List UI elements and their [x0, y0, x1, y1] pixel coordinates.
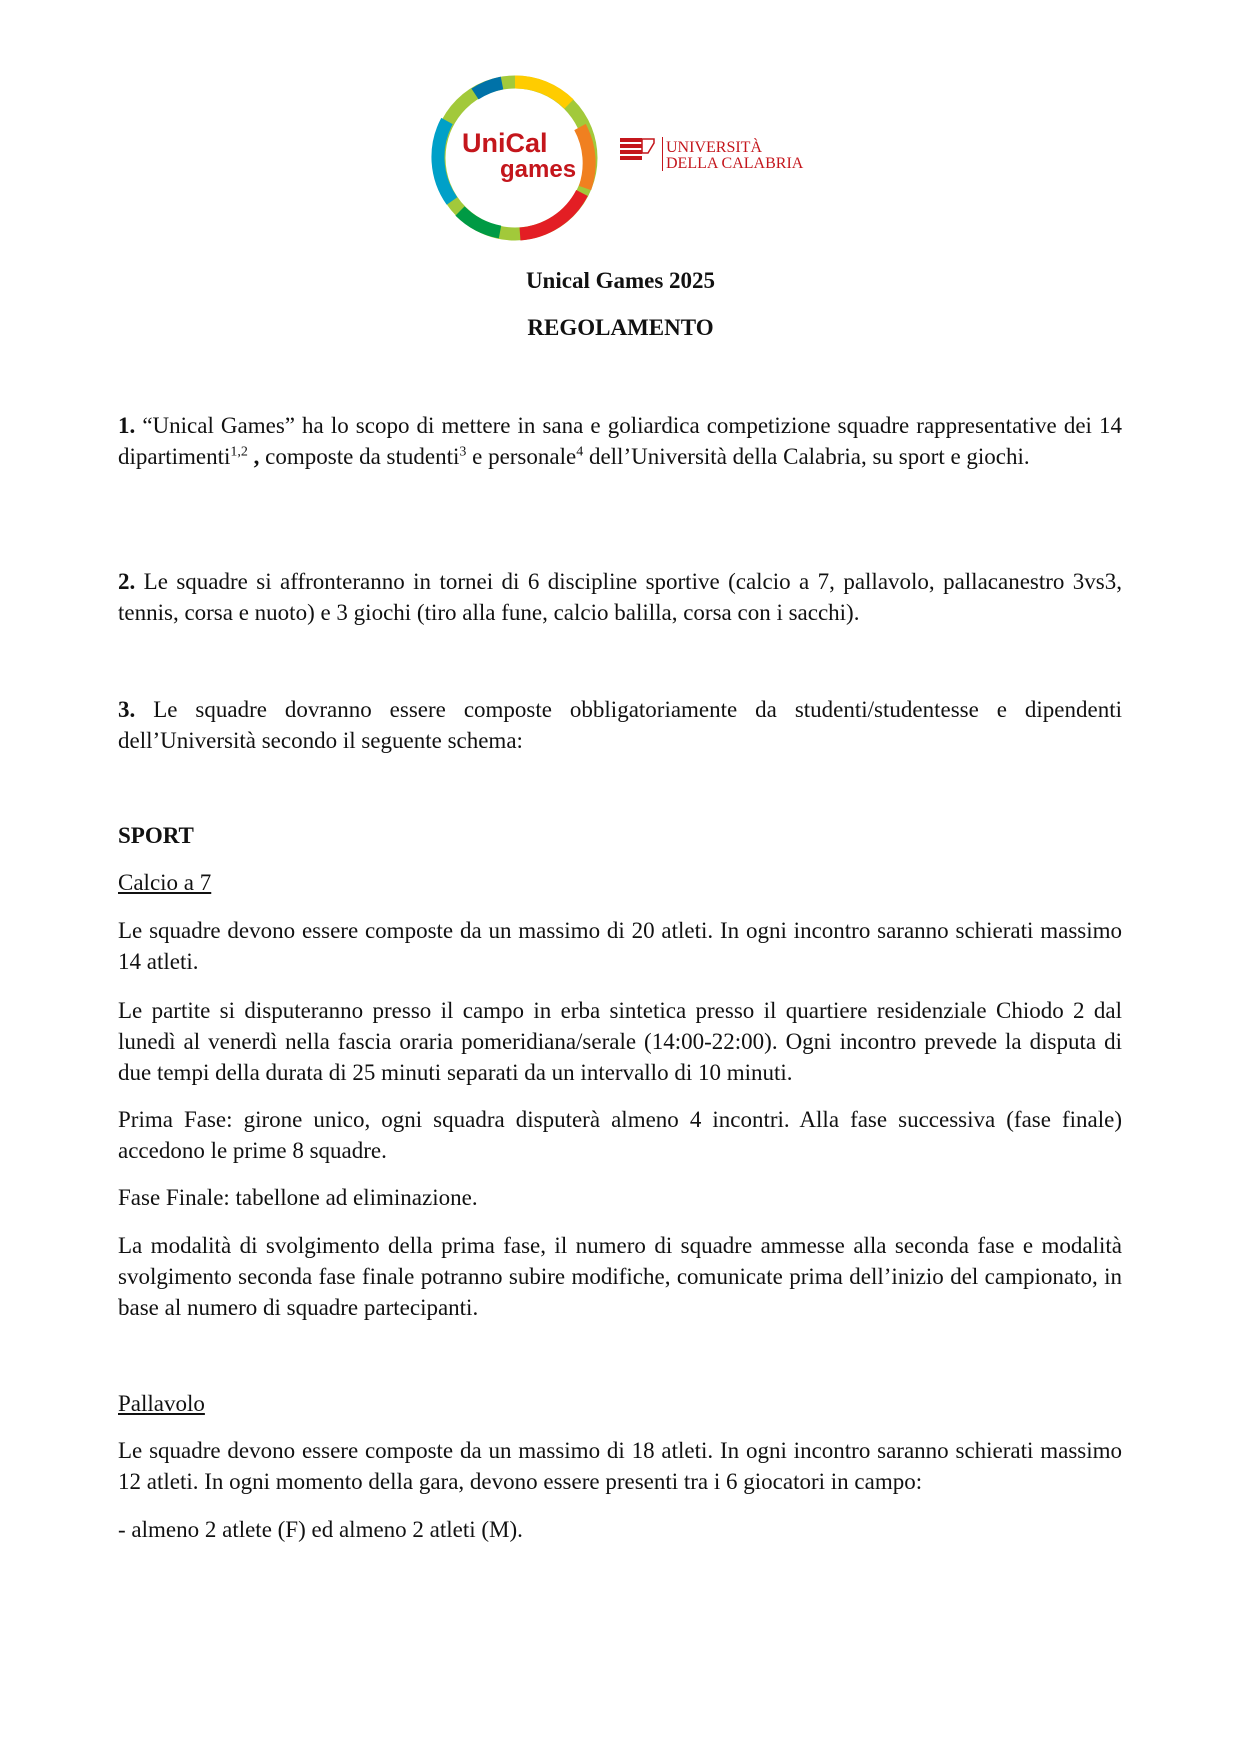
- unical-games-logo: [430, 73, 600, 243]
- document-subtitle: REGOLAMENTO: [527, 315, 714, 340]
- paragraph: La modalità di svolgimento della prima fase, il numero di squadre ammesse alla seconda fase e modalità svolgimento seconda fase finale potranno subire modifiche, comunicate prima dell’inizio del campionato, in base al numero di squadre partecipanti.: [118, 1233, 1122, 1320]
- svg-text:games: games: [500, 156, 577, 183]
- article-text: ,: [247, 444, 266, 469]
- article-text: dell’Università della Calabria, su sport e giochi.: [583, 444, 1030, 469]
- paragraph: Prima Fase: girone unico, ogni squadra disputerà almeno 4 incontri. Alla fase successiva (fase finale) accedono le prime 8 squadre.: [118, 1107, 1122, 1163]
- article-text: composte da studenti: [265, 444, 460, 469]
- article-text: Le squadre si affronteranno in tornei di 6 discipline sportive (calcio a 7, pallavolo, pallacanestro 3vs3, tennis, corsa e nuoto) e 3 giochi (tiro alla fune, calcio balilla, corsa con i sacchi).: [118, 569, 1123, 625]
- footnote-ref: 4: [576, 444, 584, 460]
- article-text: Le squadre dovranno essere composte obbligatoriamente da studenti/studentesse e dipendenti dell’Università secondo il seguente schema:: [118, 697, 1122, 753]
- footnote-ref: 1,2: [230, 444, 248, 460]
- article-number: 3.: [118, 697, 136, 722]
- paragraph: Fase Finale: tabellone ad eliminazione.: [118, 1185, 478, 1210]
- article-1: [118, 410, 1122, 472]
- universita-della-calabria-logo: [620, 135, 810, 175]
- paragraph: - almeno 2 atlete (F) ed almeno 2 atleti (M).: [118, 1517, 523, 1542]
- document-title: Unical Games 2025: [525, 268, 716, 293]
- article-2: [118, 566, 1122, 628]
- paragraph: Le partite si disputeranno presso il campo in erba sintetica presso il quartiere residenziale Chiodo 2 dal lunedì al venerdì nella fascia oraria pomeridiana/serale (14:00-22:00). Ogni incontro prevede la disputa di due tempi della durata di 25 minuti separati da un intervallo di 10 minuti.: [118, 998, 1122, 1085]
- section-heading-sport: SPORT: [118, 823, 194, 848]
- subheading-pallavolo: Pallavolo: [118, 1391, 205, 1416]
- paragraph: Le squadre devono essere composte da un massimo di 18 atleti. In ogni incontro saranno schierati massimo 12 atleti. In ogni momento della gara, devono essere presenti tra i 6 giocatori in campo:: [118, 1438, 1122, 1494]
- footnote-ref: 3: [459, 444, 467, 460]
- svg-text:UNIVERSITÀ: UNIVERSITÀ: [666, 139, 762, 156]
- article-text: “Unical Games” ha lo scopo di mettere in sana e goliardica competizione squadre rappresentative dei 14 dipartimenti: [118, 413, 1123, 469]
- paragraph: Le squadre devono essere composte da un massimo di 20 atleti. In ogni incontro saranno schierati massimo 14 atleti.: [118, 918, 1122, 974]
- svg-text:UniCal: UniCal: [462, 128, 548, 158]
- subheading-calcio: Calcio a 7: [118, 870, 212, 895]
- article-number: 2.: [118, 569, 136, 594]
- article-number: 1.: [118, 413, 136, 438]
- article-3: [118, 694, 1122, 756]
- article-text: e personale: [466, 444, 577, 469]
- svg-text:DELLA CALABRIA: DELLA CALABRIA: [666, 155, 804, 172]
